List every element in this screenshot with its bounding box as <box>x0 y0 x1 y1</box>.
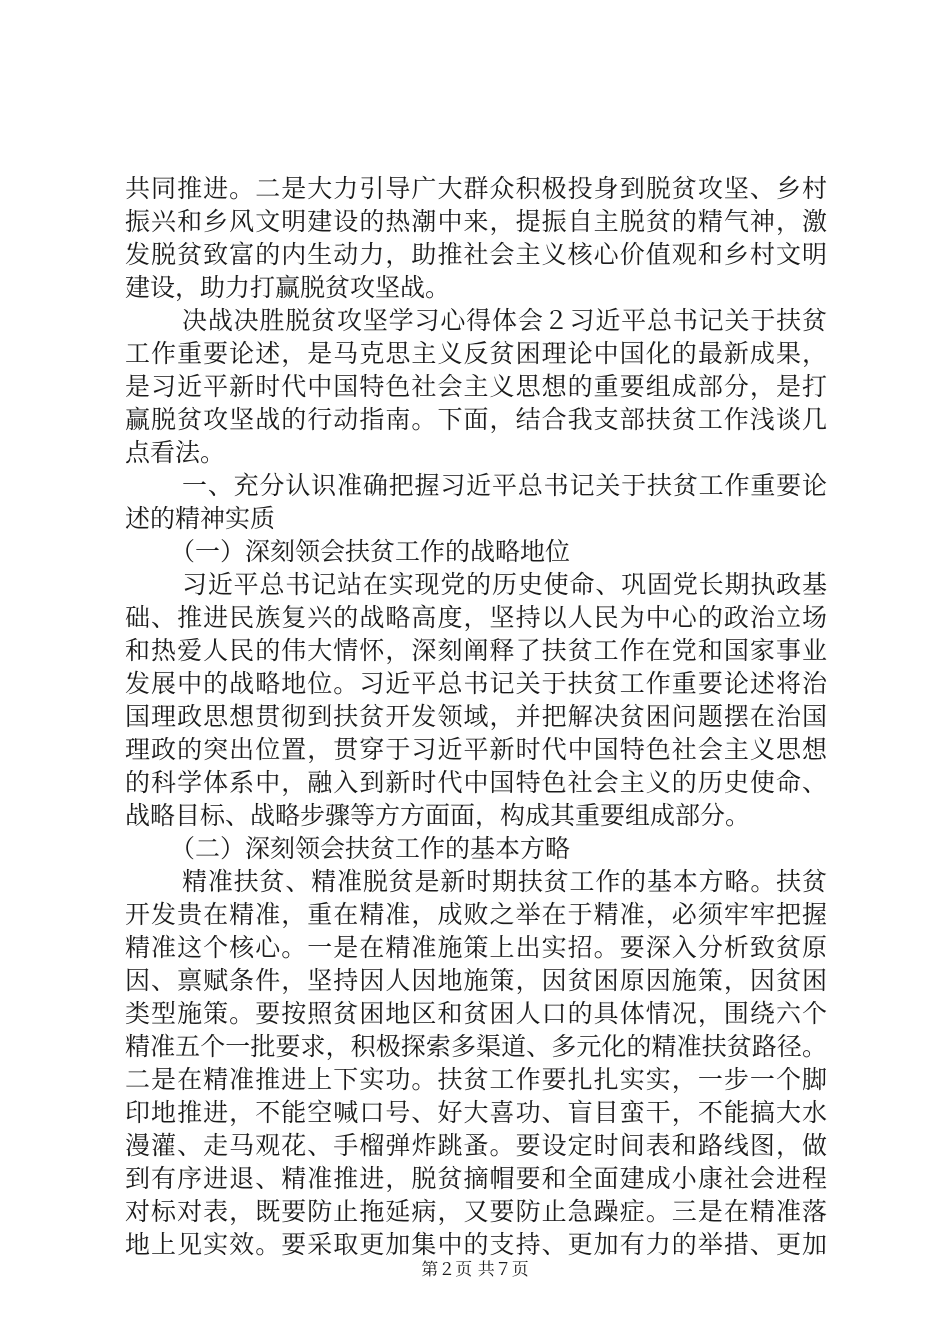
text-line: 是习近平新时代中国特色社会主义思想的重要组成部分，是打 <box>125 372 827 401</box>
text-line: 二是在精准推进上下实功。扶贫工作要扎扎实实，一步一个脚 <box>125 1065 827 1094</box>
text-line: 发展中的战略地位。习近平总书记关于扶贫工作重要论述将治 <box>125 669 827 698</box>
text-line: 印地推进，不能空喊口号、好大喜功、盲目蛮干，不能搞大水 <box>125 1098 827 1127</box>
text-line: 发脱贫致富的内生动力，助推社会主义核心价值观和乡村文明 <box>125 240 827 269</box>
subsection-heading-1: （一）深刻领会扶贫工作的战略地位 <box>170 537 571 566</box>
page-number-footer: 第２页 共７页 <box>421 1260 529 1280</box>
document-body <box>125 172 827 1261</box>
text-line: 开发贵在精准，重在精准，成败之举在于精准，必须牢牢把握 <box>125 900 827 929</box>
text-line: 精准五个一批要求，积极探索多渠道、多元化的精准扶贫路径。 <box>125 1032 827 1061</box>
text-line: 国理政思想贯彻到扶贫开发领域，并把解决贫困问题摆在治国 <box>125 702 827 731</box>
text-line: 和热爱人民的伟大情怀，深刻阐释了扶贫工作在党和国家事业 <box>125 636 827 665</box>
text-line: 振兴和乡风文明建设的热潮中来，提振自主脱贫的精气神，激 <box>125 207 827 236</box>
text-line: 决战决胜脱贫攻坚学习心得体会２习近平总书记关于扶贫 <box>182 306 827 335</box>
subsection-heading-2: （二）深刻领会扶贫工作的基本方略 <box>170 834 571 863</box>
section-heading-1-cont: 述的精神实质 <box>125 504 276 533</box>
section-heading-1: 一、充分认识准确把握习近平总书记关于扶贫工作重要论 <box>182 471 827 500</box>
text-line: 的科学体系中，融入到新时代中国特色社会主义的历史使命、 <box>125 768 827 797</box>
text-line: 建设，助力打赢脱贫攻坚战。 <box>125 273 451 302</box>
text-line: 地上见实效。要采取更加集中的支持、更加有力的举措、更加 <box>125 1230 827 1259</box>
text-line: 础、推进民族复兴的战略高度，坚持以人民为中心的政治立场 <box>125 603 827 632</box>
text-line: 赢脱贫攻坚战的行动指南。下面，结合我支部扶贫工作浅谈几 <box>125 405 827 434</box>
text-line: 类型施策。要按照贫困地区和贫困人口的具体情况，围绕六个 <box>125 999 827 1028</box>
text-line: 习近平总书记站在实现党的历史使命、巩固党长期执政基 <box>182 570 827 599</box>
text-line: 精准扶贫、精准脱贫是新时期扶贫工作的基本方略。扶贫 <box>182 867 827 896</box>
text-line: 到有序进退、精准推进，脱贫摘帽要和全面建成小康社会进程 <box>125 1164 827 1193</box>
text-line: 战略目标、战略步骤等方方面面，构成其重要组成部分。 <box>125 801 751 830</box>
text-line: 因、禀赋条件，坚持因人因地施策，因贫困原因施策，因贫困 <box>125 966 827 995</box>
text-line: 点看法。 <box>125 438 226 467</box>
text-line: 理政的突出位置，贯穿于习近平新时代中国特色社会主义思想 <box>125 735 827 764</box>
text-line: 对标对表，既要防止拖延病，又要防止急躁症。三是在精准落 <box>125 1197 827 1226</box>
text-line: 共同推进。二是大力引导广大群众积极投身到脱贫攻坚、乡村 <box>125 174 827 203</box>
text-line: 工作重要论述，是马克思主义反贫困理论中国化的最新成果， <box>125 339 827 368</box>
text-line: 精准这个核心。一是在精准施策上出实招。要深入分析致贫原 <box>125 933 827 962</box>
text-line: 漫灌、走马观花、手榴弹炸跳蚤。要设定时间表和路线图，做 <box>125 1131 827 1160</box>
